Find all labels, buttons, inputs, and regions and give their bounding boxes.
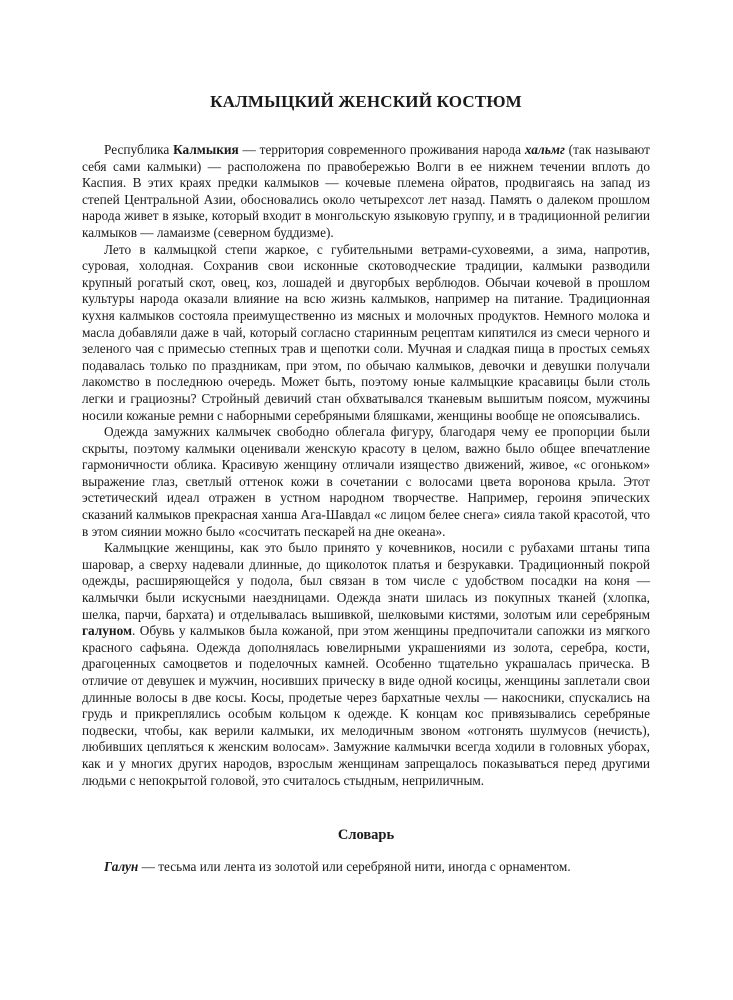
glossary-entry <box>82 859 650 876</box>
p1-text-e: (так называют себя сами калмыки) — расположена по правобережью Волги в ее нижнем течении вплоть до Каспия. В этих краях предки калмыков — кочевые племена ойратов, продвигаясь на запад из степей Центральной Азии, обосновались около четырехсот лет назад. Память о далеком прошлом народа живет в языке, который входит в монгольскую языковую группу, и в традиционной религии калмыков — ламаизме (северном буддизме). <box>82 142 650 240</box>
paragraph-4 <box>82 540 650 789</box>
p4-term-galun: галуном <box>82 623 133 639</box>
glossary-definition: — тесьма или лента из золотой или серебряной нити, иногда с орнаментом. <box>138 859 571 875</box>
paragraph-3: Одежда замужних калмычек свободно облегала фигуру, благодаря чему ее пропорции были скрыты, поэтому калмыки оценивали женскую красоту в целом, важно было общее впечатление гармоничности облика. Красивую женщину отличали изящество движений, живое, «с огоньком» выражение глаз, светлый оттенок кожи в сочетании с волосами цвета воронова крыла. Этот эстетический идеал отражен в устном народном творчестве. Например, героиня эпических сказаний калмыков прекрасная ханша Ага-Шавдал «с лицом белее снега» сияла такой красотой, что в этом сиянии можно было «сосчитать пескарей на дне океана». <box>82 424 650 539</box>
p1-text-a: Республика <box>104 142 174 157</box>
glossary-term: Галун <box>104 859 139 875</box>
paragraph-1 <box>82 142 650 242</box>
p4-text-c: . Обувь у калмыков была кожаной, при этом женщины предпочитали сапожки из мягкого красного сафьяна. Одежда дополнялась ювелирными украшениями из золота, серебра, кости, драгоценных самоцветов и поделочных камней. Особенно тщательно украшалась прическа. В отличие от девушек и мужчин, носивших прическу в виде одной косицы, женщины заплетали свои длинные волосы в две косы. Косы, продетые через бархатные чехлы — накосники, спускались на грудь и прикреплялись особым кольцом к одежде. К концам кос привязывались серебряные подвески, чтобы, как верили калмыки, их мелодичным звоном «отгонять шулмусов (нечисть), любивших цепляться к женским волосам». Замужние калмычки всегда ходили в головных уборах, как и у многих других народов, взрослым женщинам запрещалось показываться перед другими людьми с непокрытой головой, это считалось стыдным, неприличным. <box>82 623 650 788</box>
p1-term-kalmykia: Калмыкия <box>173 142 239 157</box>
document-page <box>82 92 650 876</box>
p1-text-c: — территория современного проживания народа <box>238 142 525 157</box>
p4-text-a: Калмыцкие женщины, как это было принято у кочевников, носили с рубахами штаны типа шаровар, а сверху надевали длинные, до щиколоток платья и безрукавки. Традиционный покрой одежды, расширяющейся у подола, был связан в том числе с удобством посадки на коня — калмычки были искусными наездницами. Одежда знати шилась из покупных тканей (хлопка, шелка, парчи, бархата) и отделывалась вышивкой, шелковыми кистями, золотым или серебряным <box>82 540 650 622</box>
p1-term-halmg: хальмг <box>524 142 565 157</box>
glossary-heading: Словарь <box>337 827 395 844</box>
page-title: КАЛМЫЦКИЙ ЖЕНСКИЙ КОСТЮМ <box>210 92 522 111</box>
paragraph-2: Лето в калмыцкой степи жаркое, с губительными ветрами-суховеями, а зима, напротив, суровая, холодная. Сохранив свои исконные скотоводческие традиции, калмыки разводили крупный рогатый скот, овец, коз, лошадей и двугорбых верблюдов. Обычаи кочевой в прошлом культуры народа оказали влияние на всю жизнь калмыков, например на питание. Традиционная кухня калмыков состояла преимущественно из мясных и молочных продуктов. Немного молока и масла добавляли даже в чай, который согласно старинным рецептам кипятился из смеси черного и зеленого чая с примесью степных трав и щепотки соли. Мучная и сладкая пища в простых семьях подавалась только по праздникам, при этом, по обычаю калмыков, девочки и девушки получали лакомство в последнюю очередь. Может быть, поэтому юные калмыцкие красавицы были столь легки и грациозны? Стройный девичий стан обхватывался тканевым вышитым поясом, мужчины носили кожаные ремни с наборными серебряными бляшками, женщины вообще не опоясывались. <box>82 241 650 423</box>
